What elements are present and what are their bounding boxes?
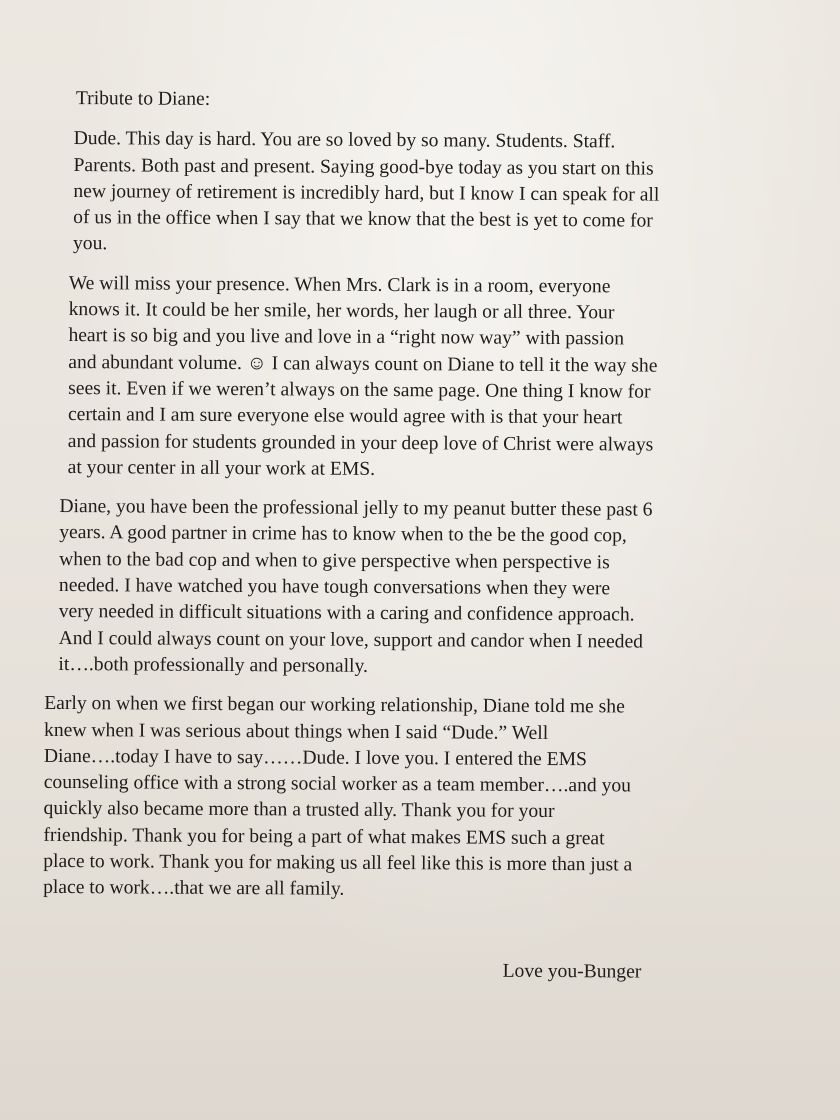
text-line: very needed in difficult situations with a caring and confidence approach.	[58, 601, 635, 626]
paragraph-4	[43, 691, 800, 906]
paragraph-2	[68, 271, 803, 486]
text-line: you.	[72, 233, 108, 255]
text-line: at your center in all your work at EMS.	[67, 456, 376, 480]
text-line: it….both professionally and personally.	[58, 653, 368, 677]
text-line: and abundant volume. ☺ I can always count on Diane to tell it the way she	[68, 351, 658, 377]
text-line: knew when I was serious about things when I said “Dude.” Well	[44, 719, 549, 744]
text-line: heart is so big and you live and love in a “right now way” with passion	[68, 325, 625, 350]
text-line: And I could always count on your love, support and candor when I needed	[58, 627, 644, 653]
text-line: Diane….today I have to say……Dude. I love you. I entered the EMS	[43, 745, 588, 771]
text-line: place to work….that we are all family.	[43, 877, 345, 901]
text-line: and passion for students grounded in your deep love of Christ were always	[67, 430, 654, 456]
text-line: needed. I have watched you have tough conversations when they were	[58, 575, 611, 600]
text-line: certain and I am sure everyone else would agree with is that your heart	[67, 404, 623, 429]
signoff: Love you-Bunger	[502, 960, 642, 983]
text-line: knows it. It could be her smile, her words, her laugh or all three. Your	[68, 299, 615, 324]
text-line: new journey of retirement is incredibly hard, but I know I can speak for all	[73, 180, 660, 206]
paragraph-1	[73, 126, 804, 262]
text-line: Dude. This day is hard. You are so loved by so many. Students. Staff.	[73, 128, 616, 153]
text-line: Diane, you have been the professional jelly to my peanut butter these past 6	[59, 496, 653, 521]
text-line: Early on when we first began our working relationship, Diane told me she	[44, 693, 625, 718]
text-line: years. A good partner in crime has to know when to the be the good cop,	[59, 522, 627, 547]
paragraph-3	[58, 494, 801, 683]
text-line: friendship. Thank you for being a part of what makes EMS such a great	[43, 824, 605, 850]
text-line: We will miss your presence. When Mrs. Clark is in a room, everyone	[68, 272, 611, 298]
text-line: sees it. Even if we weren’t always on the same page. One thing I know for	[68, 377, 651, 403]
text-line: of us in the office when I say that we know that the best is yet to come for	[73, 207, 653, 232]
text-line: when to the bad cop and when to give perspective when perspective is	[59, 548, 610, 574]
text-line: counseling office with a strong social worker as a team member….and you	[43, 772, 632, 797]
letter-title: Tribute to Diane:	[75, 88, 211, 110]
text-line: quickly also became more than a trusted ally. Thank you for your	[43, 798, 555, 823]
letter-body	[43, 86, 804, 986]
text-line: place to work. Thank you for making us all feel like this is more than just a	[43, 850, 633, 876]
text-line: Parents. Both past and present. Saying good-bye today as you start on this	[73, 154, 654, 180]
